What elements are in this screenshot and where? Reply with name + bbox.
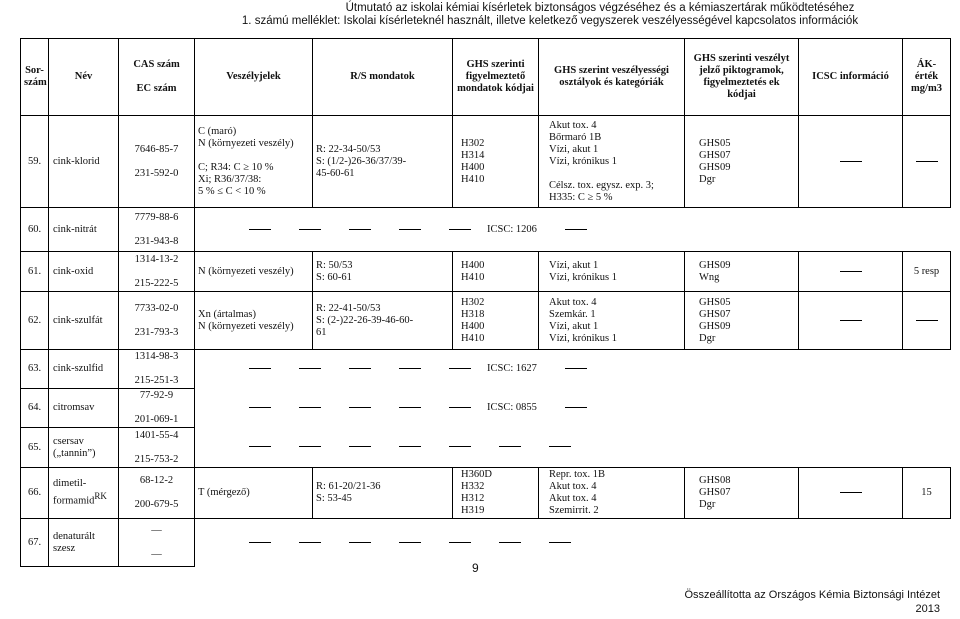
cas-number: 7779-88-6 (134, 211, 179, 223)
cas-number: 1314-13-2 (134, 253, 179, 265)
rs-phrase-line: R: 22-41-50/53 (316, 302, 381, 314)
table-row (21, 208, 951, 252)
row-number: 66. (21, 468, 49, 519)
no-data-row (195, 389, 951, 428)
ak-value: 5 resp (903, 252, 951, 292)
ak-value (903, 292, 951, 350)
cas-number: 77-92-9 (139, 390, 174, 401)
empty-value-dash (916, 161, 938, 162)
ec-number: 215-753-2 (134, 453, 179, 465)
pictogram-code: GHS05 (699, 296, 731, 308)
document-header-title: Útmutató az iskolai kémiai kísérletek biztonságos végzéséhez és a kémiaszertárak működtetéséhez (345, 2, 855, 14)
chemical-name: citromsav (49, 389, 119, 428)
ec-number: 215-222-5 (134, 277, 179, 289)
col-header-ghs-classes: GHS szerint veszélyességi osztályok és kategóriák (539, 39, 685, 116)
col-header-hazard-symbols: Veszélyjelek (195, 39, 313, 116)
h-code: H410 (461, 173, 485, 185)
empty-value-dash (249, 368, 271, 369)
empty-value-dash (249, 542, 271, 543)
rs-phrase-line: 45-60-61 (316, 167, 355, 179)
h-code: H400 (461, 161, 485, 173)
empty-value-dash (840, 271, 862, 272)
table-row (21, 116, 951, 208)
empty-value-dash (449, 407, 471, 408)
ghs-h-codes (453, 116, 539, 208)
cas-ec-numbers (119, 389, 195, 428)
hazard-symbol-line: 5 % ≤ C < 10 % (198, 185, 266, 197)
icsc-info (799, 116, 903, 208)
hazard-symbol-line: C (maró) (198, 125, 237, 137)
empty-value-dash (565, 229, 587, 230)
col-header-rs-phrases: R/S mondatok (313, 39, 453, 116)
h-code: H314 (461, 149, 485, 161)
ghs-class-line: Vízi, akut 1 (549, 320, 599, 332)
cas-number: 1401-55-4 (134, 429, 179, 441)
rs-phrase-line: R: 22-34-50/53 (316, 143, 381, 155)
chemical-name: cink-klorid (49, 116, 119, 208)
hazard-symbols (195, 292, 313, 350)
hazard-symbol-line: Xi; R36/37/38: (198, 173, 262, 185)
ghs-pictograms (685, 252, 799, 292)
col-header-ak-value: ÁK-érték mg/m3 (903, 39, 951, 116)
table-row (21, 389, 951, 428)
empty-value-dash (916, 320, 938, 321)
empty-value-dash (249, 229, 271, 230)
ghs-class-line: Szemkár. 1 (549, 308, 596, 320)
pictogram-code: GHS09 (699, 320, 731, 332)
icsc-number: ICSC: 1627 (487, 363, 537, 375)
chemical-name: cink-szulfát (49, 292, 119, 350)
h-code: H302 (461, 296, 485, 308)
rs-phrase-line: S: 60-61 (316, 271, 352, 283)
empty-value-dash (249, 446, 271, 447)
empty-value-dash (349, 229, 371, 230)
ec-number: 200-679-5 (134, 499, 179, 510)
no-data-row (195, 350, 951, 389)
ghs-classes (539, 116, 685, 208)
cas-ec-numbers (119, 519, 195, 567)
footer-publisher: Összeállította az Országos Kémia Biztonsági Intézet (684, 589, 940, 601)
pictogram-code: Wng (699, 271, 720, 283)
pictogram-code: GHS05 (699, 137, 731, 149)
hazard-symbol-line: N (környezeti veszély) (198, 265, 294, 277)
row-number: 62. (21, 292, 49, 350)
chemical-name: cink-nitrát (49, 208, 119, 252)
row-number: 65. (21, 428, 49, 468)
cas-ec-numbers (119, 468, 195, 519)
ghs-class-line (549, 168, 681, 180)
hazard-symbol-line: N (környezeti veszély) (198, 320, 294, 332)
ghs-h-codes (453, 292, 539, 350)
h-code: H400 (461, 320, 485, 332)
ghs-classes (539, 252, 685, 292)
footer (684, 588, 940, 616)
footer-year: 2013 (915, 603, 940, 615)
pictogram-code: Dgr (699, 173, 716, 185)
ghs-class-line: H335: C ≥ 5 % (549, 191, 613, 203)
empty-value-dash (549, 542, 571, 543)
rs-phrases (313, 292, 453, 350)
rs-phrase-line: S: 53-45 (316, 493, 352, 504)
ec-number: 201-069-1 (134, 414, 179, 425)
ghs-class-line: Vízi, akut 1 (549, 259, 599, 271)
pictogram-code: Dgr (699, 499, 716, 510)
empty-value-dash (249, 407, 271, 408)
table-row (21, 428, 951, 468)
ghs-pictograms (685, 468, 799, 519)
row-number: 67. (21, 519, 49, 567)
ghs-pictograms (685, 292, 799, 350)
row-number: 63. (21, 350, 49, 389)
pictogram-code: GHS09 (699, 161, 731, 173)
ghs-pictograms (685, 116, 799, 208)
table-row (21, 350, 951, 389)
empty-value-dash (399, 368, 421, 369)
row-number: 61. (21, 252, 49, 292)
row-number: 60. (21, 208, 49, 252)
ghs-class-line: Célsz. tox. egysz. exp. 3; (549, 179, 654, 191)
ghs-class-line: Akut tox. 4 (549, 119, 597, 131)
ghs-classes (539, 468, 685, 519)
cas-ec-numbers (119, 350, 195, 389)
table-header-row (21, 39, 951, 116)
row-number: 64. (21, 389, 49, 428)
ghs-class-line: Akut tox. 4 (549, 296, 597, 308)
icsc-number: ICSC: 0855 (487, 402, 537, 413)
empty-value-dash (299, 368, 321, 369)
chemical-name: cink-szulfid (49, 350, 119, 389)
icsc-number: ICSC: 1206 (487, 223, 537, 235)
row-number: 59. (21, 116, 49, 208)
ghs-class-line: Akut tox. 4 (549, 493, 597, 504)
cas-ec-numbers (119, 428, 195, 468)
hazard-symbols (195, 252, 313, 292)
hazard-symbol-line: Xn (ártalmas) (198, 308, 257, 320)
empty-value-dash (565, 368, 587, 369)
chemical-hazard-table (20, 38, 951, 567)
pictogram-code: GHS09 (699, 259, 731, 271)
h-code: H312 (461, 493, 485, 504)
rs-phrases (313, 468, 453, 519)
empty-value-dash (299, 446, 321, 447)
hazard-symbols (195, 116, 313, 208)
no-data-row (195, 428, 951, 468)
chemical-name: cink-oxid (49, 252, 119, 292)
hazard-symbol-line: N (környezeti veszély) (198, 137, 294, 149)
page-number: 9 (472, 561, 479, 575)
icsc-info (799, 292, 903, 350)
h-code: H319 (461, 505, 485, 516)
pictogram-code: GHS07 (699, 487, 731, 498)
ghs-class-line: Vízi, krónikus 1 (549, 332, 617, 344)
empty-value-dash (299, 407, 321, 408)
no-data-row (195, 208, 951, 252)
empty-value-dash (399, 542, 421, 543)
col-header-name: Név (49, 39, 119, 116)
cas-number: 1314-98-3 (134, 351, 179, 362)
pictogram-code: GHS08 (699, 475, 731, 486)
col-header-ghs-h-codes: GHS szerinti figyelmeztető mondatok kódjai (453, 39, 539, 116)
chemical-name: dimetil-formamid$^{RK}$ (49, 468, 119, 519)
col-header-cas-ec: CAS szám EC szám (119, 39, 195, 116)
cas-number: 7646-85-7 (134, 143, 179, 155)
ghs-class-line: Akut tox. 4 (549, 481, 597, 492)
chemical-name: csersav („tannin”) (49, 428, 119, 468)
col-header-ghs-pictograms: GHS szerinti veszélyt jelző piktogramok, figyelmeztetés ek kódjai (685, 39, 799, 116)
pictogram-code: GHS07 (699, 308, 731, 320)
h-code: H360D (461, 469, 492, 480)
hazard-symbol-line (198, 150, 309, 162)
h-code: H332 (461, 481, 485, 492)
empty-value-dash (349, 446, 371, 447)
empty-value-dash (565, 407, 587, 408)
h-code: H302 (461, 137, 485, 149)
ec-number: 231-943-8 (134, 235, 179, 247)
cas-number: 68-12-2 (139, 475, 174, 486)
ec-number: 231-793-3 (134, 326, 179, 338)
h-code: H410 (461, 332, 485, 344)
empty-value-dash (399, 407, 421, 408)
cas-ec-numbers (119, 208, 195, 252)
h-code: H400 (461, 259, 485, 271)
empty-value-dash (840, 320, 862, 321)
empty-value-dash (399, 446, 421, 447)
table-row (21, 519, 951, 567)
cas-ec-numbers (119, 116, 195, 208)
ghs-class-line: Vízi, krónikus 1 (549, 271, 617, 283)
empty-value-dash (549, 446, 571, 447)
name-superscript: RK (94, 491, 107, 502)
rs-phrase-line: 61 (316, 326, 327, 338)
ec-number: 231-592-0 (134, 167, 179, 179)
chemical-name: denaturált szesz (49, 519, 119, 567)
empty-value-dash (349, 368, 371, 369)
empty-value-dash (299, 542, 321, 543)
empty-value-dash (449, 542, 471, 543)
ak-value (903, 116, 951, 208)
table-row (21, 468, 951, 519)
empty-value-dash (840, 492, 862, 493)
ghs-class-line: Vízi, akut 1 (549, 143, 599, 155)
empty-value-dash (399, 229, 421, 230)
ghs-classes (539, 292, 685, 350)
rs-phrases (313, 252, 453, 292)
ghs-class-line: Szemirrit. 2 (549, 505, 599, 516)
hazard-symbol-line: T (mérgező) (198, 487, 250, 498)
ghs-class-line: Repr. tox. 1B (549, 469, 606, 480)
ak-value: 15 (903, 468, 951, 519)
empty-value-dash (499, 542, 521, 543)
icsc-info (799, 252, 903, 292)
rs-phrase-line: S: (1/2-)26-36/37/39- (316, 155, 407, 167)
empty-value-dash (349, 542, 371, 543)
ghs-class-line: Bőrmaró 1B (549, 131, 602, 143)
col-header-sorszam: Sor-szám (21, 39, 49, 116)
icsc-info (799, 468, 903, 519)
pictogram-code: Dgr (699, 332, 716, 344)
ghs-h-codes (453, 468, 539, 519)
empty-value-dash (299, 229, 321, 230)
empty-value-dash (449, 229, 471, 230)
cas-number: — (151, 524, 162, 536)
rs-phrases (313, 116, 453, 208)
ec-number: 215-251-3 (134, 375, 179, 386)
empty-value-dash (449, 368, 471, 369)
pictogram-code: GHS07 (699, 149, 731, 161)
ghs-class-line: Vízi, krónikus 1 (549, 155, 617, 167)
ec-number: — (151, 548, 162, 560)
cas-ec-numbers (119, 252, 195, 292)
ghs-h-codes (453, 252, 539, 292)
document-header-subtitle: 1. számú melléklet: Iskolai kísérleteknél használt, illetve keletkező vegyszerek veszélyességével kapcsolatos információk (241, 15, 859, 27)
empty-value-dash (840, 161, 862, 162)
hazard-symbols (195, 468, 313, 519)
cas-number: 7733-02-0 (134, 302, 179, 314)
cas-ec-numbers (119, 292, 195, 350)
no-data-row (195, 519, 951, 567)
col-header-icsc: ICSC információ (799, 39, 903, 116)
table-row (21, 252, 951, 292)
h-code: H318 (461, 308, 485, 320)
hazard-symbol-line: C; R34: C ≥ 10 % (198, 161, 274, 173)
empty-value-dash (349, 407, 371, 408)
table-row (21, 292, 951, 350)
h-code: H410 (461, 271, 485, 283)
empty-value-dash (499, 446, 521, 447)
empty-value-dash (449, 446, 471, 447)
rs-phrase-line: S: (2-)22-26-39-46-60- (316, 314, 414, 326)
rs-phrase-line: R: 61-20/21-36 (316, 481, 381, 492)
rs-phrase-line: R: 50/53 (316, 259, 353, 271)
